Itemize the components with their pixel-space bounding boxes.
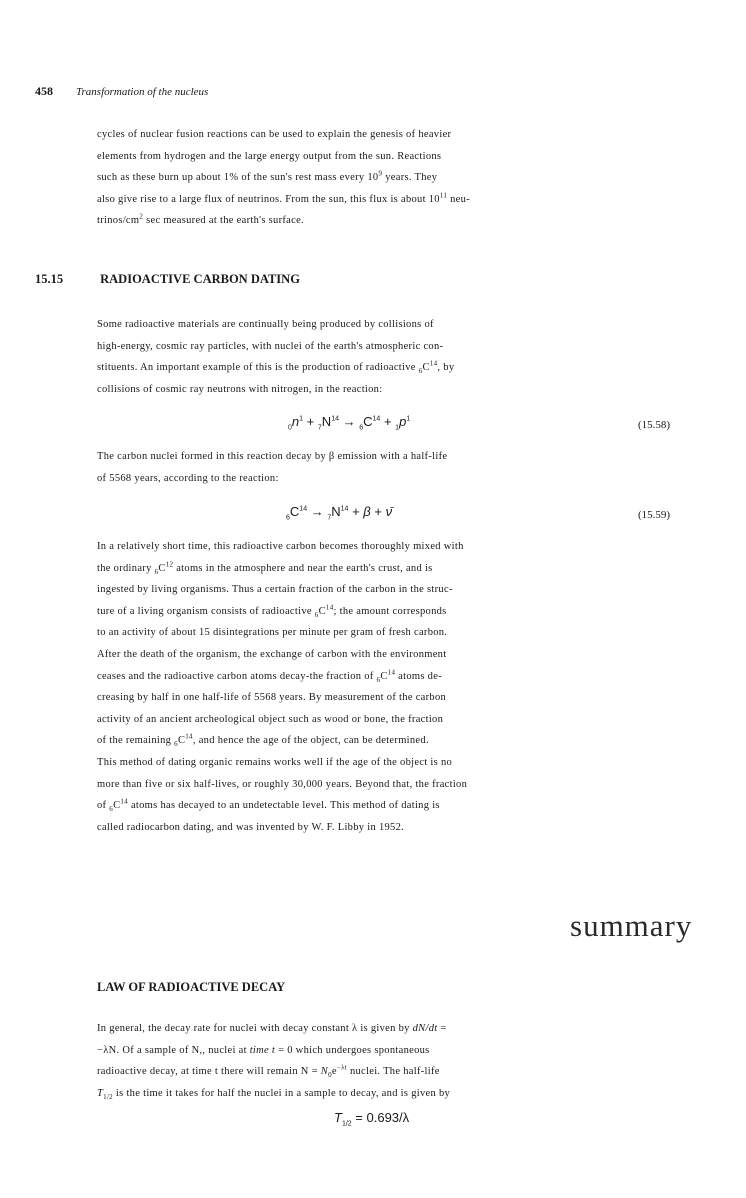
carbon-paragraph-3 xyxy=(97,536,691,838)
page-number: 458 xyxy=(35,84,53,98)
text-line: stituents. An important example of this is the production of radioactive $_6C^{14}$, by xyxy=(97,359,455,376)
section-number: 15.15 xyxy=(35,272,64,286)
text-line: of 5568 years, according to the reaction: xyxy=(97,472,279,484)
text-line: to an activity of about 15 disintegrations per minute per gram of fresh carbon. xyxy=(97,627,448,639)
summary-paragraph xyxy=(97,1018,691,1104)
text-line: In general, the decay rate for nuclei with decay constant λ is given by dN/dt = xyxy=(97,1023,447,1034)
equation-number: (15.59) xyxy=(638,509,671,521)
text-line: −λN. Of a sample of N,, nuclei at time t = 0 which undergoes spontaneous xyxy=(97,1044,430,1056)
text-line: more than five or six half-lives, or roughly 30,000 years. Beyond that, the fraction xyxy=(97,778,468,790)
text-line: The carbon nuclei formed in this reaction decay by β emission with a half-life xyxy=(97,451,448,462)
text-line: collisions of cosmic ray neutrons with nitrogen, in the reaction: xyxy=(97,383,383,395)
summary-title: summary xyxy=(570,908,693,943)
running-title: Transformation of the nucleus xyxy=(76,86,209,98)
law-heading: LAW OF RADIOACTIVE DECAY xyxy=(97,980,286,994)
text-line: $T_{1/2}$ is the time it takes for half the nuclei in a sample to decay, and is given by xyxy=(97,1087,451,1101)
running-header xyxy=(35,84,208,99)
text-line: Some radioactive materials are continually being produced by collisions of xyxy=(97,319,434,330)
equation-number: (15.58) xyxy=(638,419,671,431)
text-line: After the death of the organism, the exchange of carbon with the environment xyxy=(97,648,447,660)
text-line: such as these burn up about 1% of the sun's rest mass every $10^9$ years. They xyxy=(97,169,438,184)
text-line: high-energy, cosmic ray particles, with nuclei of the earth's atmospheric con- xyxy=(97,340,444,352)
intro-paragraph xyxy=(97,124,691,232)
text-line: also give rise to a large flux of neutrinos. From the sun, this flux is about $10^{11}$ neu- xyxy=(97,191,470,205)
equation-15-58: $_0n^1 + _7N^{14} \to _6C^{14} + _1p^1$ xyxy=(288,414,411,432)
text-line: called radiocarbon dating, and was invented by W. F. Libby in 1952. xyxy=(97,821,405,833)
text-line: cycles of nuclear fusion reactions can be used to explain the genesis of heavier xyxy=(97,129,452,140)
text-line: elements from hydrogen and the large energy output from the sun. Reactions xyxy=(97,150,442,162)
half-life-equation: $T_{1/2} = 0.693/\lambda$ xyxy=(334,1110,410,1128)
text-line: of the remaining $_6C^{14}$, and hence the age of the object, can be determined. xyxy=(97,732,429,749)
text-line: ture of a living organism consists of radioactive $_6C^{14}$; the amount corresponds xyxy=(97,603,447,619)
section-heading xyxy=(35,272,300,287)
text-line: the ordinary $_6C^{12}$ atoms in the atmosphere and near the earth's crust, and is xyxy=(97,560,433,576)
text-line: ceases and the radioactive carbon atoms decay-the fraction of $_6C^{14}$ atoms de- xyxy=(97,668,442,684)
equation-15-59: $_6C^{14} \to _7N^{14} + \beta$ + ν̄ xyxy=(286,504,393,522)
text-line: In a relatively short time, this radioactive carbon becomes thoroughly mixed with xyxy=(97,541,464,552)
text-line: activity of an ancient archeological object such as wood or bone, the fraction xyxy=(97,713,444,725)
text-line: radioactive decay, at time t there will remain $N = N_0e^{-\lambda t}$ nuclei. The half-life xyxy=(97,1063,440,1080)
text-line: trinos/$cm^2$ sec measured at the earth's surface. xyxy=(97,212,304,227)
text-line: ingested by living organisms. Thus a certain fraction of the carbon in the struc- xyxy=(97,584,453,596)
text-line: of $_6C^{14}$ atoms has decayed to an undetectable level. This method of dating is xyxy=(97,797,440,814)
carbon-paragraph-2 xyxy=(97,446,691,489)
text-line: creasing by half in one half-life of 5568 years. By measurement of the carbon xyxy=(97,692,447,704)
carbon-paragraph-1 xyxy=(97,314,691,400)
text-line: This method of dating organic remains works well if the age of the object is no xyxy=(97,756,453,768)
section-title: RADIOACTIVE CARBON DATING xyxy=(100,272,300,286)
